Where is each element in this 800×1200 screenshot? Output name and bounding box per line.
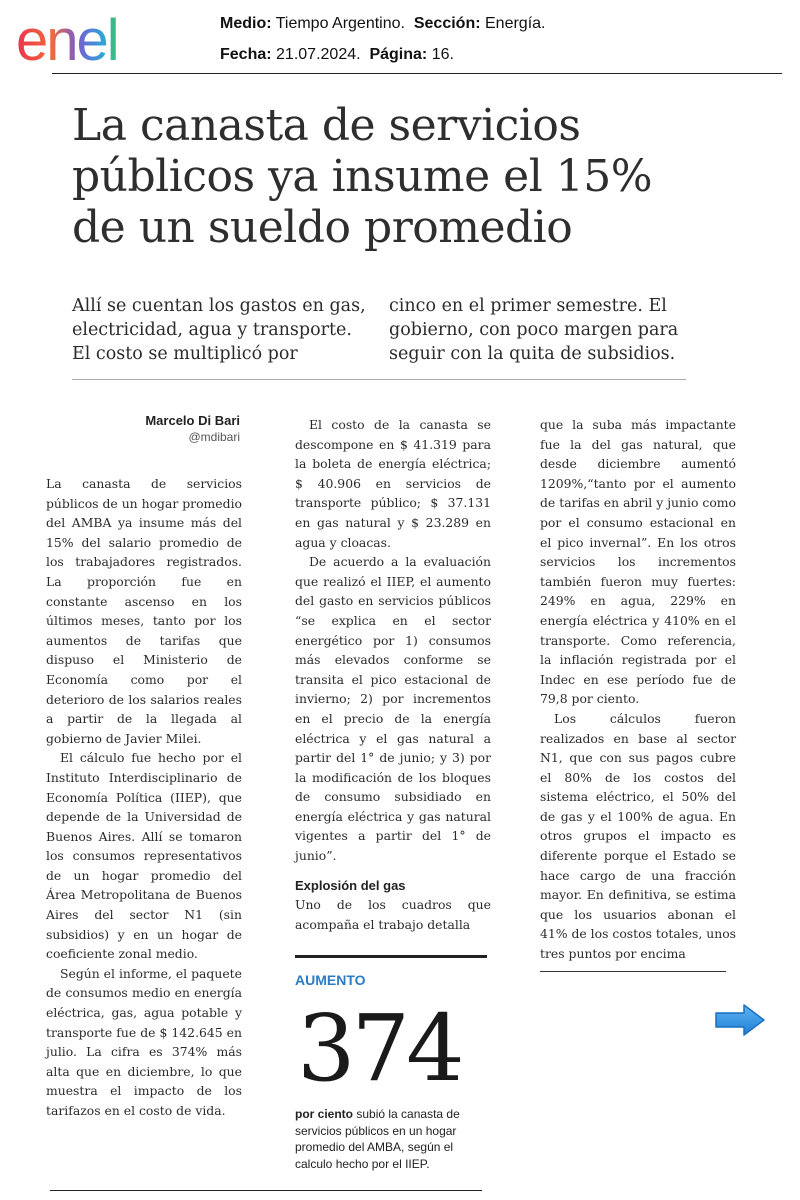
deck-line: gobierno, con poco margen para	[389, 320, 679, 340]
seccion-label: Sección:	[413, 15, 481, 32]
body-column-2	[295, 415, 491, 934]
press-metadata	[220, 8, 545, 70]
headline-line: públicos ya insume el 15%	[72, 151, 653, 202]
medio-label: Medio:	[220, 15, 272, 32]
paragraph: De acuerdo a la evaluación que realizó el IIEP, el aumento del gasto en servicios públicos “se explica en el sector energético por 1) consumos más elevados conforme se transita el pico estacional de invierno; 2) por incrementos en el precio de la energía eléctrica y el gas natural a partir del 1° de junio; y 3) por la modificación de los bloques de consumo subsidiado en energía eléctrica y gas natural vigentes a partir del 1° de junio”.	[295, 554, 491, 864]
fecha-value: 21.07.2024.	[276, 46, 361, 63]
fecha-label: Fecha:	[220, 46, 272, 63]
section-subhead: Explosión del gas	[295, 877, 406, 893]
svg-text:enel: enel	[16, 8, 118, 70]
column-end-rule	[540, 971, 726, 972]
deck-line: Allí se cuentan los gastos en gas,	[72, 296, 366, 316]
deck-divider	[72, 379, 686, 380]
highlight-caption-bold: por ciento	[295, 1107, 354, 1121]
paragraph: El costo de la canasta se descompone en $ 41.319 para la boleta de energía eléctrica; $ 40.906 en servicios de transporte público; $ 37.131 en gas natural y $ 23.289 en agua y cloacas.	[295, 417, 491, 550]
paragraph: Los cálculos fueron realizados en base al sector N1, que con sus pagos cubre el 80% de los costos del sistema eléctrico, el 50% del de gas y el 100% de agua. En otros grupos el impacto es diferente porque el Estado se hace cargo de una fracción mayor. En definitiva, se estima que los usuarios abonan el 41% de los costos totales, unos tres puntos por encima	[540, 710, 737, 962]
highlight-caption	[295, 1106, 491, 1172]
paragraph: que la suba más impactante fue la del gas natural, que desde diciembre aumentó 1209%,“tanto por el aumento de tarifas en abril y junio como por el consumo estacional en el pico invernal”. En los otros servicios los incrementos también fueron muy fuertes: 249% en agua, 229% en energía eléctrica y 410% en el transporte. Como referencia, la inflación registrada por el Indec en ese período fue de 79,8 por ciento.	[540, 417, 736, 707]
highlight-caption-text: subió la canasta de servicios públicos en un hogar promedio del AMBA, según el calculo hecho por el IIEP.	[295, 1107, 460, 1171]
deck-line: seguir con la quita de subsidios.	[389, 344, 676, 364]
paragraph: La canasta de servicios públicos de un hogar promedio del AMBA ya insume más del 15% del salario promedio de los trabajadores registrados. La proporción fue en constante ascenso en los últimos meses, tanto por los aumentos de tarifas que dispuso el Ministerio de Economía como por el deterioro de los salarios reales a partir de la llegada al gobierno de Javier Milei.	[46, 476, 242, 746]
arrow-right-icon[interactable]	[714, 1003, 766, 1037]
paragraph: El cálculo fue hecho por el Instituto Interdisciplinario de Economía Política (IIEP), que depende de la Universidad de Buenos Aires. Allí se tomaron los consumos representativos de un hogar promedio del Área Metropolitana de Buenos Aires del sector N1 (sin subsidios) y en un hogar de coeficiente zonal medio.	[46, 750, 242, 962]
paragraph: Uno de los cuadros que acompaña el trabajo detalla	[295, 897, 491, 932]
headline-line: La canasta de servicios	[72, 100, 581, 151]
seccion-value: Energía.	[485, 15, 546, 32]
deck-right	[389, 294, 689, 366]
enel-logo	[14, 8, 184, 70]
body-column-3	[540, 415, 736, 964]
pagina-label: Página:	[369, 46, 428, 63]
header-divider	[52, 73, 782, 74]
medio-seccion-line	[220, 8, 545, 39]
fecha-pagina-line	[220, 39, 545, 70]
author-name: Marcelo Di Bari	[145, 413, 240, 428]
deck-left	[72, 294, 372, 366]
article-headline	[72, 100, 772, 253]
highlight-label: AUMENTO	[295, 972, 366, 988]
pagina-value: 16.	[431, 46, 454, 63]
medio-value: Tiempo Argentino.	[275, 15, 405, 32]
body-column-1	[46, 474, 242, 1121]
byline	[72, 413, 240, 444]
author-handle: @mdibari	[188, 430, 240, 444]
deck-line: electricidad, agua y transporte.	[72, 320, 352, 340]
deck-line: El costo se multiplicó por	[72, 344, 298, 364]
headline-line: de un sueldo promedio	[72, 202, 573, 253]
highlight-number: 374	[297, 995, 461, 1102]
highlight-top-rule	[295, 955, 487, 958]
footer-divider	[50, 1190, 482, 1191]
paragraph: Según el informe, el paquete de consumos medio en energía eléctrica, gas, agua potable y transporte fue de $ 142.645 en julio. La cifra es 374% más alta que en diciembre, lo que muestra el impacto de los tarifazos en el costo de vida.	[46, 965, 242, 1118]
deck-line: cinco en el primer semestre. El	[389, 296, 667, 316]
